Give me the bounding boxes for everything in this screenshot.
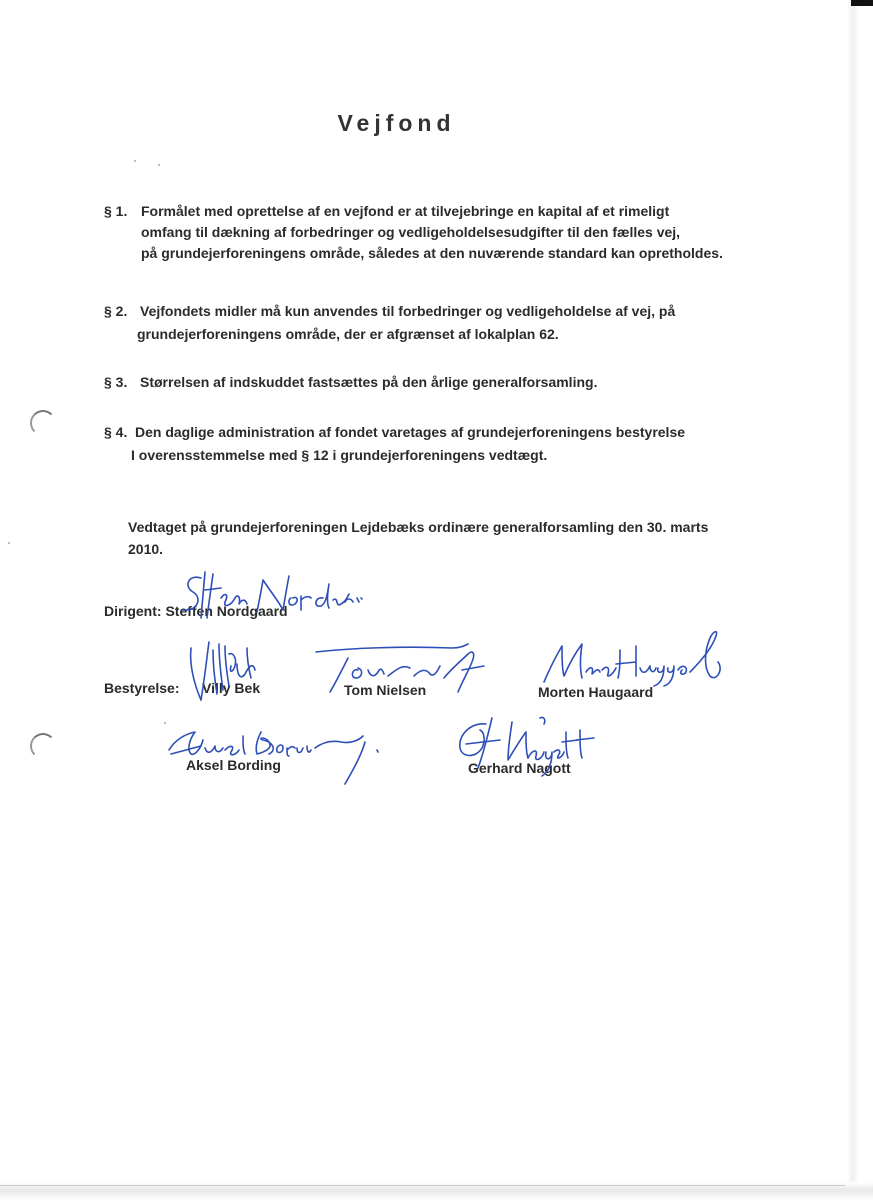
signature-tom-nielsen [312, 640, 502, 700]
section-text-line: Størrelsen af indskuddet fastsættes på den årlige generalforsamling. [140, 374, 598, 390]
member-name-morten-haugaard: Morten Haugaard [538, 684, 654, 700]
member-name-villy-bek: Villy Bek [202, 680, 261, 696]
scan-corner [851, 0, 873, 6]
section-number: § 4. [104, 424, 128, 440]
section-number: § 2. [104, 303, 128, 319]
signature-gerhard-nagott [452, 712, 612, 782]
scan-speck [158, 164, 160, 166]
page-fold-line [0, 1185, 845, 1186]
punch-hole-bottom [30, 733, 56, 759]
section-text-line: grundejerforeningens område, der er afgrænset af lokalplan 62. [137, 326, 559, 342]
section-text-line: Den daglige administration af fondet varetages af grundejerforeningens bestyrelse [135, 424, 686, 440]
scan-speck [8, 542, 10, 544]
section-number: § 1. [104, 203, 128, 219]
section-text-line: I overensstemmelse med § 12 i grundejerforeningens vedtægt. [131, 447, 548, 463]
signature-aksel-bording [165, 720, 385, 790]
section-text-line: Vejfondets midler må kun anvendes til forbedringer og vedligeholdelse af vej, på [140, 303, 676, 319]
signature-morten-haugaard [540, 626, 730, 696]
adoption-statement-line: 2010. [128, 541, 164, 557]
bestyrelse-label: Bestyrelse: [104, 680, 180, 696]
member-name-gerhard-nagott: Gerhard Nagott [468, 760, 571, 776]
document-title: Vejfond [337, 110, 456, 136]
signature-villy-bek [185, 636, 265, 706]
adoption-statement-line: Vedtaget på grundejerforeningen Lejdebæks ordinære generalforsamling den 30. marts [128, 519, 709, 535]
member-name-aksel-bording: Aksel Bording [186, 757, 281, 773]
page-edge-right [847, 0, 873, 1200]
section-number: § 3. [104, 374, 128, 390]
section-text-line: Formålet med oprettelse af en vejfond er at tilvejebringe en kapital af et rimeligt [141, 203, 670, 219]
dirigent-label: Dirigent: Steffen Nordgaard [104, 603, 288, 619]
member-name-tom-nielsen: Tom Nielsen [344, 682, 427, 698]
signature-steffen-nordgaard [175, 568, 365, 624]
punch-hole-top [30, 410, 56, 436]
section-text-line: på grundejerforeningens område, således at den nuværende standard kan opretholdes. [141, 245, 723, 261]
section-text-line: omfang til dækning af forbedringer og vedligeholdelsesudgifter til den fælles vej, [141, 224, 681, 240]
scan-speck [134, 160, 136, 162]
